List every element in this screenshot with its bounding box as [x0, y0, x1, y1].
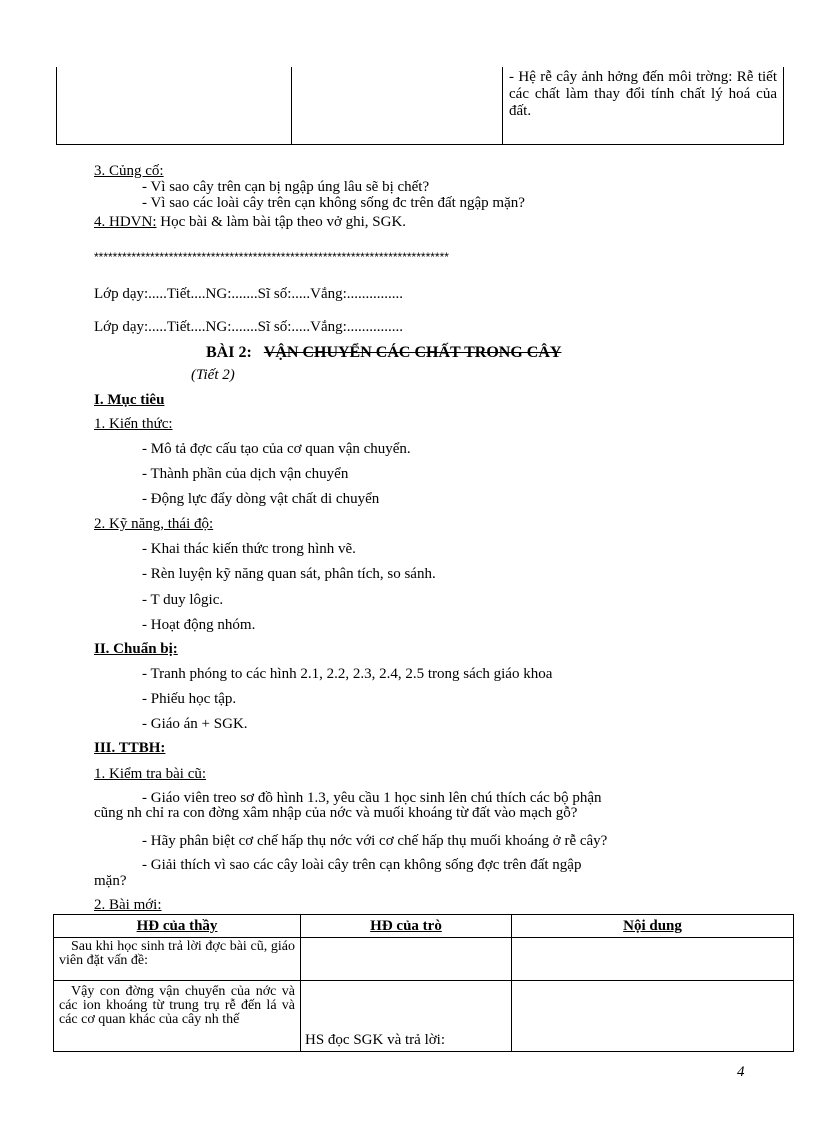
knowledge-item-3: - Động lực đẩy dòng vật chất di chuyển: [142, 491, 380, 507]
header-teacher: HĐ của thầy: [54, 915, 301, 938]
section1-sub1: 1. Kiến thức:: [94, 416, 173, 432]
content-cell-top: [512, 938, 794, 981]
header-student: HĐ của trò: [301, 915, 512, 938]
section3-sub1: 1. Kiểm tra bài cũ:: [94, 766, 207, 782]
student-cell-top: [301, 938, 512, 981]
lesson-period: (Tiết 2): [191, 367, 235, 383]
prep-item-1: - Tranh phóng to các hình 2.1, 2.2, 2.3, 2.4, 2.5 trong sách giáo khoa: [142, 666, 553, 682]
section1-sub2: 2. Kỹ năng, thái độ:: [94, 516, 214, 532]
prep-item-3: - Giáo án + SGK.: [142, 716, 248, 732]
review-q2: - Hãy phân biệt cơ chế hấp thụ nớc với cơ chế hấp thụ muối khoáng ở rễ cây?: [142, 833, 608, 849]
review-q3-line1: - Giải thích vì sao các cây loài cây trên cạn không sống đợc trên đất ngập: [142, 857, 582, 873]
lesson-name: VẬN CHUYỂN CÁC CHẤT TRONG CÂY: [263, 344, 562, 361]
cungco-line-1: - Vì sao cây trên cạn bị ngập úng lâu sẽ bị chết?: [142, 179, 430, 195]
knowledge-item-1: - Mô tả đợc cấu tạo của cơ quan vận chuyển.: [142, 441, 411, 457]
section3-sub2: 2. Bài mới:: [94, 897, 162, 913]
review-q1-line1: - Giáo viên treo sơ đồ hình 1.3, yêu cầu 1 học sinh lên chú thích các bộ phận: [142, 790, 602, 806]
cungco-heading: 3. Củng cố:: [94, 163, 164, 179]
student-cell: [301, 981, 512, 1052]
review-q1-line2: cũng nh chỉ ra con đờng xâm nhập của nớc và muối khoáng từ đất vào mạch gỗ?: [94, 805, 578, 821]
top-table-cell-2: [292, 67, 503, 145]
lesson-title: [206, 344, 561, 362]
knowledge-item-2: - Thành phần của dịch vận chuyển: [142, 466, 349, 482]
teacher-cell: [54, 938, 301, 981]
hdvn-text: Học bài & làm bài tập theo vở ghi, SGK.: [160, 214, 407, 230]
teacher-paragraph-1: Sau khi học sinh trả lời đợc bài cũ, giáo viên đặt vấn đề:: [59, 939, 295, 968]
top-table-content: - Hệ rễ cây ảnh hởng đến môi trờng: Rễ tiết các chất làm thay đổi tính chất lý hoá của đất.: [509, 69, 777, 119]
prep-item-2: - Phiếu học tập.: [142, 691, 237, 707]
header-content: Nội dung: [512, 915, 794, 938]
content-cell: [512, 981, 794, 1052]
class-line-2: Lớp dạy:.....Tiết....NG:.......Sĩ số:.....Vắng:...............: [94, 319, 404, 335]
skill-item-2: - Rèn luyện kỹ năng quan sát, phân tích, so sánh.: [142, 566, 436, 582]
lesson-number: BÀI 2:: [206, 344, 252, 361]
cungco-line-2: - Vì sao các loài cây trên cạn không sống đc trên đất ngập mặn?: [142, 195, 525, 211]
top-table-cell-1: [57, 67, 292, 145]
activity-table: [53, 914, 794, 1052]
section1-heading: I. Mục tiêu: [94, 392, 165, 408]
skill-item-4: - Hoạt động nhóm.: [142, 617, 256, 633]
page-number: 4: [737, 1064, 745, 1080]
top-table-cell-3: [503, 67, 784, 145]
teacher-paragraph-2: Vậy con đờng vận chuyển của nớc và các ion khoáng từ trung trụ rễ đến lá và các cơ quan khác của cây nh thế: [59, 984, 295, 1027]
class-line-1: Lớp dạy:.....Tiết....NG:.......Sĩ số:.....Vắng:...............: [94, 286, 404, 302]
student-text: HS đọc SGK và trả lời:: [305, 1032, 446, 1048]
separator-stars: ****************************************************************************: [94, 250, 449, 264]
top-table: [56, 67, 784, 145]
skill-item-1: - Khai thác kiến thức trong hình vẽ.: [142, 541, 356, 557]
skill-item-3: - T duy lôgic.: [142, 592, 224, 608]
teacher-cell-2: [54, 981, 301, 1052]
section2-heading: II. Chuẩn bị:: [94, 641, 178, 657]
hdvn-line: [94, 214, 406, 231]
review-q3-line2: mặn?: [94, 873, 127, 889]
hdvn-label: 4. HDVN:: [94, 214, 157, 230]
section3-heading: III. TTBH:: [94, 740, 166, 756]
